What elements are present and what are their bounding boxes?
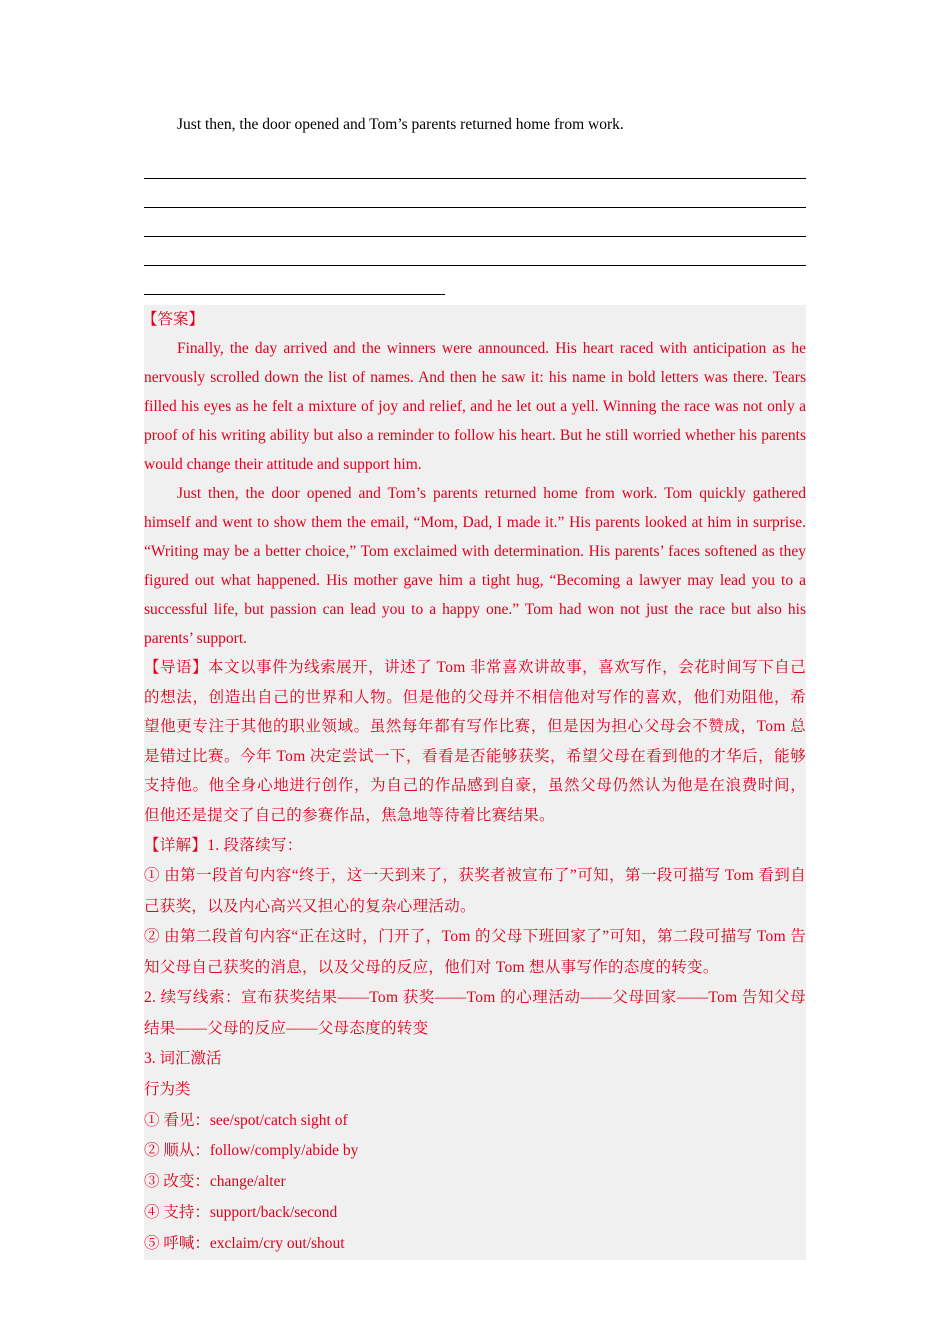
vocab-item: ① 看见：see/spot/catch sight of: [144, 1111, 348, 1129]
answer-section: [144, 305, 806, 1260]
detail-heading: 【详解】1. 段落续写：: [144, 836, 303, 854]
writing-lines: [144, 150, 806, 295]
detail-clue: 2. 续写线索：宣布获奖结果——Tom 获奖——Tom 的心理活动——父母回家——Tom 告知父母结果——父母的反应——父母态度的转变: [144, 989, 806, 1037]
vocab-item: ③ 改变：change/alter: [144, 1173, 286, 1191]
detail-point-1: ① 由第一段首句内容“终于，这一天到来了，获奖者被宣布了”可知，第一段可描写 Tom 看到自己获奖，以及内心高兴又担心的复杂心理活动。: [144, 867, 806, 915]
prompt-line: Just then, the door opened and Tom’s parents returned home from work.: [177, 116, 624, 133]
answer-paragraph-2: Just then, the door opened and Tom’s parents returned home from work. Tom quickly gathered himself and went to show them the email, “Mom, Dad, I made it.” His parents looked at him in surprise. “Writing may be a better choice,” Tom exclaimed with determination. His parents’ faces softened as they figured out what happened. His mother gave him a tight hug, “Becoming a lawyer may lead you to a successful life, but passion can lead you to a happy one.” Tom had won not just the race but also his parents’ support.: [144, 485, 806, 647]
vocab-item: ⑤ 呼喊：exclaim/cry out/shout: [144, 1234, 345, 1252]
vocab-item: ④ 支持：support/back/second: [144, 1204, 338, 1222]
writing-line: [144, 150, 806, 179]
document-page: [144, 110, 806, 1260]
vocab-category: 行为类: [144, 1080, 191, 1098]
writing-line: [144, 179, 806, 208]
writing-line-short: [144, 266, 445, 295]
vocab-item: ② 顺从：follow/comply/abide by: [144, 1142, 359, 1160]
writing-line: [144, 208, 806, 237]
answer-label: 【答案】: [142, 311, 205, 328]
guide-text: 【导语】本文以事件为线索展开，讲述了 Tom 非常喜欢讲故事，喜欢写作，会花时间写下自己的想法，创造出自己的世界和人物。但是他的父母并不相信他对写作的喜欢，他们劝阻他，希望他更专注于其他的职业领域。虽然每年都有写作比赛，但是因为担心父母会不赞成，Tom 总是错过比赛。今年 Tom 决定尝试一下，看看是否能够获奖，希望父母在看到他的才华后，能够支持他。他全身心地进行创作，为自己的作品感到自豪，虽然父母仍然认为他是在浪费时间，但他还是提交了自己的参赛作品，焦急地等待着比赛结果。: [144, 659, 806, 824]
vocab-heading: 3. 词汇激活: [144, 1050, 222, 1068]
answer-paragraph-1: Finally, the day arrived and the winners were announced. His heart raced with anticipation as he nervously scrolled down the list of names. And then he saw it: his name in bold letters was there. Tears filled his eyes as he felt a mixture of joy and relief, and he let out a yell. Winning the race was not only a proof of his writing ability but also a reminder to follow his heart. But he still worried whether his parents would change their attitude and support him.: [144, 340, 806, 473]
detail-point-2: ② 由第二段首句内容“正在这时，门开了，Tom 的父母下班回家了”可知，第二段可描写 Tom 告知父母自己获奖的消息，以及父母的反应，他们对 Tom 想从事写作的态度的转变。: [144, 928, 806, 976]
writing-line: [144, 237, 806, 266]
